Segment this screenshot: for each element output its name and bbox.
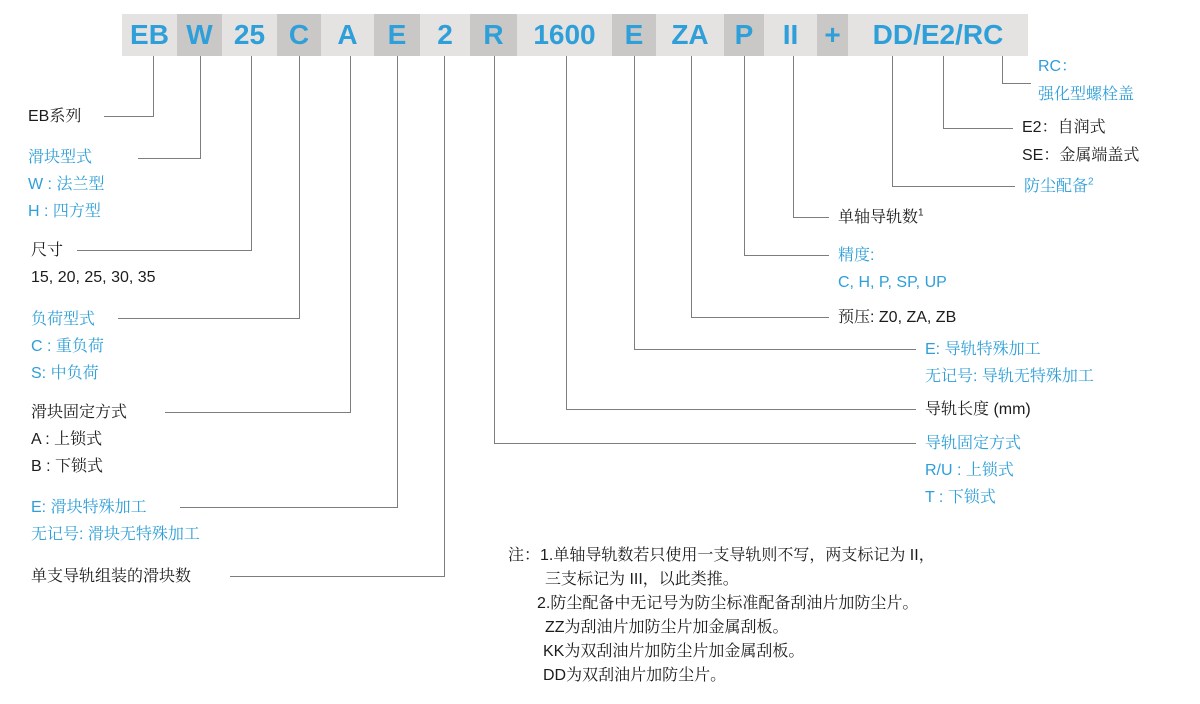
- label-block-type-option-h: H : 四方型: [28, 203, 101, 220]
- label-size-values: 15, 20, 25, 30, 35: [31, 269, 156, 286]
- label-rail-fixing: [925, 430, 1021, 511]
- label-rail-fixing-title: 导轨固定方式: [925, 435, 1022, 452]
- label-rc-desc: 强化型螺栓盖: [1038, 86, 1135, 103]
- code-segment-load-type: C: [277, 14, 321, 56]
- label-precision-values: C, H, P, SP, UP: [838, 274, 947, 291]
- code-segment-plus: +: [817, 14, 848, 56]
- label-se-option: SE：金属端盖式: [1022, 147, 1140, 164]
- footnote-1-continued: 三支标记为 III，以此类推。: [545, 571, 739, 588]
- label-blocks-per-rail: 单支导轨组装的滑块数: [31, 568, 192, 585]
- label-dust-footnote-ref: 2: [1088, 176, 1094, 188]
- code-segment-block-special: E: [374, 14, 420, 56]
- code-segment-block-fixing: A: [321, 14, 374, 56]
- label-rail-special-title: E: 导轨特殊加工: [925, 341, 1041, 358]
- label-rail-special: [925, 336, 1094, 390]
- label-e2-option: E2：自润式: [1022, 119, 1106, 136]
- label-preload: 预压: Z0, ZA, ZB: [838, 309, 957, 326]
- code-segment-dust-options: DD/E2/RC: [848, 14, 1028, 56]
- label-load-type-option-s: S: 中负荷: [31, 365, 99, 382]
- footnote-prefix: 注：: [508, 547, 541, 564]
- code-segment-rail-special: E: [612, 14, 656, 56]
- label-block-special: [31, 494, 200, 548]
- label-rail-count: [838, 204, 924, 231]
- connector-rail-count: [793, 56, 829, 218]
- label-load-type-option-c: C : 重负荷: [31, 338, 104, 355]
- label-rail-fixing-option-t: T : 下锁式: [925, 489, 996, 506]
- label-block-fixing-option-b: B : 下锁式: [31, 458, 104, 475]
- code-segment-block-type: W: [177, 14, 222, 56]
- label-precision: [838, 242, 947, 296]
- footnote-1-text: 1.单轴导轨数若只使用一支导轨则不写，两支标记为 II，: [540, 547, 935, 564]
- footnote-2-text: 2.防尘配备中无记号为防尘标准配备刮油片加防尘片。: [537, 595, 919, 612]
- label-block-type: [28, 144, 104, 225]
- label-e2-se: [1022, 114, 1139, 170]
- label-precision-title: 精度:: [838, 247, 875, 264]
- label-load-type-title: 负荷型式: [31, 311, 96, 328]
- connector-block-count: [230, 56, 445, 577]
- code-segment-precision: P: [724, 14, 764, 56]
- label-block-type-option-w: W : 法兰型: [28, 176, 105, 193]
- label-rail-special-none: 无记号: 导轨无特殊加工: [925, 368, 1094, 385]
- label-rail-count-title: 单轴导轨数: [838, 209, 919, 226]
- code-segment-series: EB: [122, 14, 177, 56]
- label-block-special-title: E: 滑块特殊加工: [31, 499, 147, 516]
- footnote-2-kk: KK为双刮油片加防尘片加金属刮板。: [543, 643, 805, 660]
- label-rail-fixing-option-ru: R/U : 上锁式: [925, 462, 1014, 479]
- label-size: [31, 237, 156, 291]
- code-segment-rail-fixing: R: [470, 14, 517, 56]
- label-block-type-title: 滑块型式: [28, 149, 93, 166]
- label-block-special-none: 无记号: 滑块无特殊加工: [31, 526, 200, 543]
- label-block-fixing-title: 滑块固定方式: [31, 404, 128, 421]
- label-dust: [1024, 173, 1094, 200]
- connector-rc: [1002, 56, 1031, 84]
- footnote-2-dd: DD为双刮油片加防尘片。: [543, 667, 727, 684]
- code-segment-block-count: 2: [420, 14, 470, 56]
- footnote-line-1: [508, 544, 935, 568]
- label-block-fixing: [31, 399, 127, 480]
- label-size-title: 尺寸: [31, 242, 64, 259]
- label-rail-length: 导轨长度 (mm): [925, 401, 1031, 418]
- label-series: EB系列: [28, 108, 82, 125]
- footnote-2-zz: ZZ为刮油片加防尘片加金属刮板。: [545, 619, 789, 636]
- code-segment-size: 25: [222, 14, 277, 56]
- label-rail-count-footnote-ref: 1: [918, 207, 924, 219]
- label-load-type: [31, 306, 104, 387]
- label-rc-code: RC：: [1038, 58, 1078, 75]
- label-rc: [1038, 53, 1134, 109]
- code-segment-rail-length: 1600: [517, 14, 612, 56]
- label-block-fixing-option-a: A : 上锁式: [31, 431, 103, 448]
- footnotes: [508, 544, 935, 688]
- label-dust-title: 防尘配备: [1024, 178, 1089, 195]
- code-segment-rail-count: II: [764, 14, 817, 56]
- code-segment-preload: ZA: [656, 14, 724, 56]
